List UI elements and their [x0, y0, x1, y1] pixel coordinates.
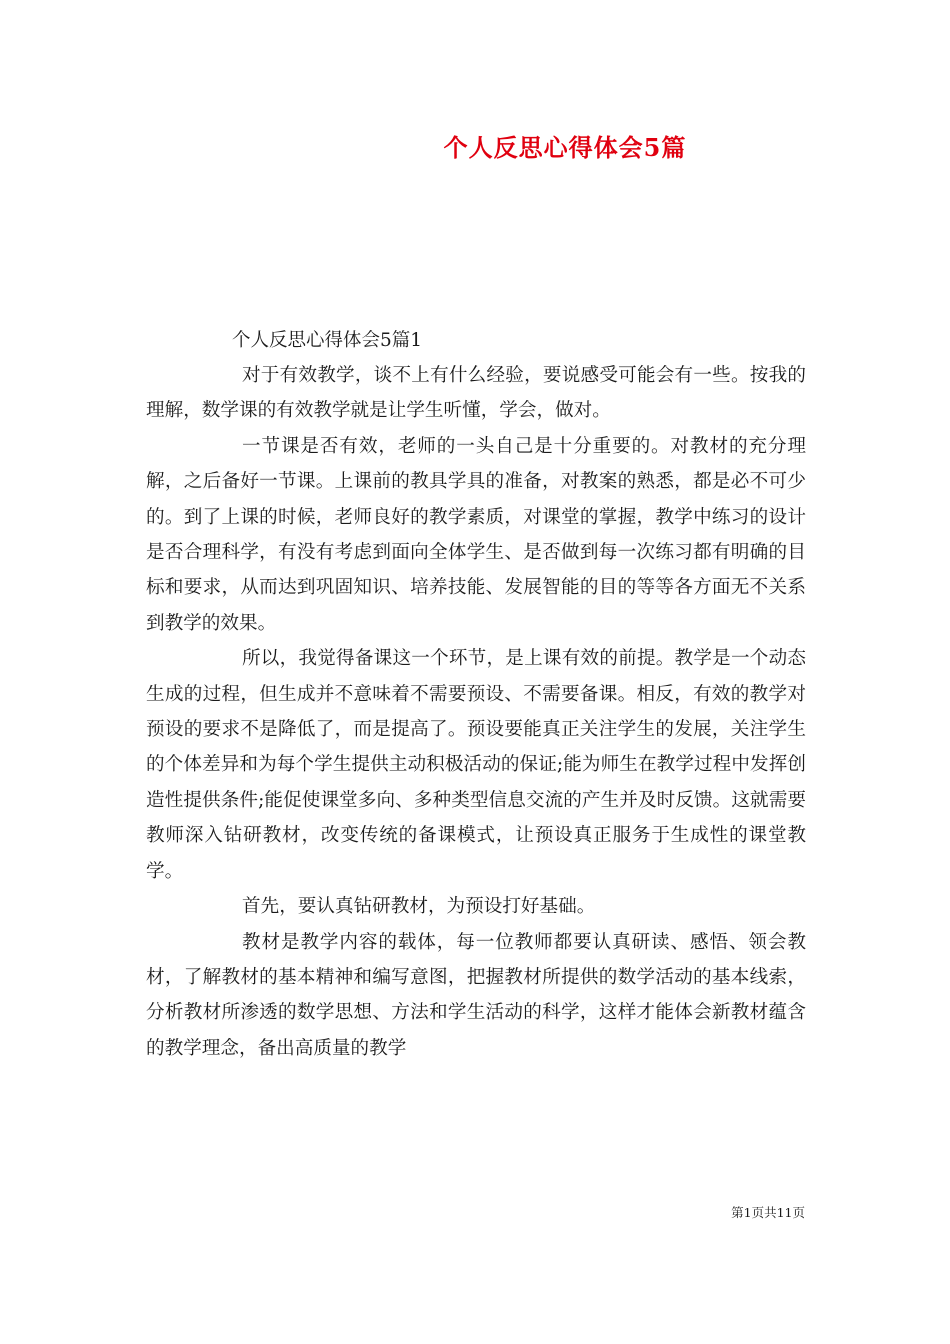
section-heading: 个人反思心得体会5篇1 [232, 330, 423, 351]
paragraph-5: 教材是教学内容的载体，每一位教师都要认真研读、感悟、领会教材，了解教材的基本精神和编写意图，把握教材所提供的数学活动的基本线索，分析教材所渗透的数学思想、方法和学生活动的科学，这样才能体会新教材蕴含的教学理念，备出高质量的教学 [146, 931, 806, 1059]
document-title: 个人反思心得体会5篇 [443, 133, 687, 162]
paragraph-2: 一节课是否有效，老师的一头自己是十分重要的。对教材的充分理解，之后备好一节课。上课前的教具学具的准备，对教案的熟悉，都是必不可少的。到了上课的时候，老师良好的教学素质，对课堂的掌握，教学中练习的设计是否合理科学，有没有考虑到面向全体学生、是否做到每一次练习都有明确的目标和要求，从而达到巩固知识、培养技能、发展智能的目的等等各方面无不关系到教学的效果。 [146, 435, 806, 634]
paragraph-4: 首先，要认真钻研教材，为预设打好基础。 [242, 896, 596, 918]
document-body [146, 358, 806, 1066]
page-number-footer: 第1页共11页 [731, 1205, 805, 1220]
paragraph-3: 所以，我觉得备课这一个环节，是上课有效的前提。教学是一个动态生成的过程，但生成并不意味着不需要预设、不需要备课。相反，有效的教学对预设的要求不是降低了，而是提高了。预设要能真正关注学生的发展，关注学生的个体差异和为每个学生提供主动积极活动的保证;能为师生在教学过程中发挥创造性提供条件;能促使课堂多向、多种类型信息交流的产生并及时反馈。这就需要教师深入钻研教材，改变传统的备课模式，让预设真正服务于生成性的课堂教学。 [146, 648, 806, 882]
paragraph-1: 对于有效教学，谈不上有什么经验，要说感受可能会有一些。按我的理解，数学课的有效教学就是让学生听懂，学会，做对。 [146, 365, 806, 422]
